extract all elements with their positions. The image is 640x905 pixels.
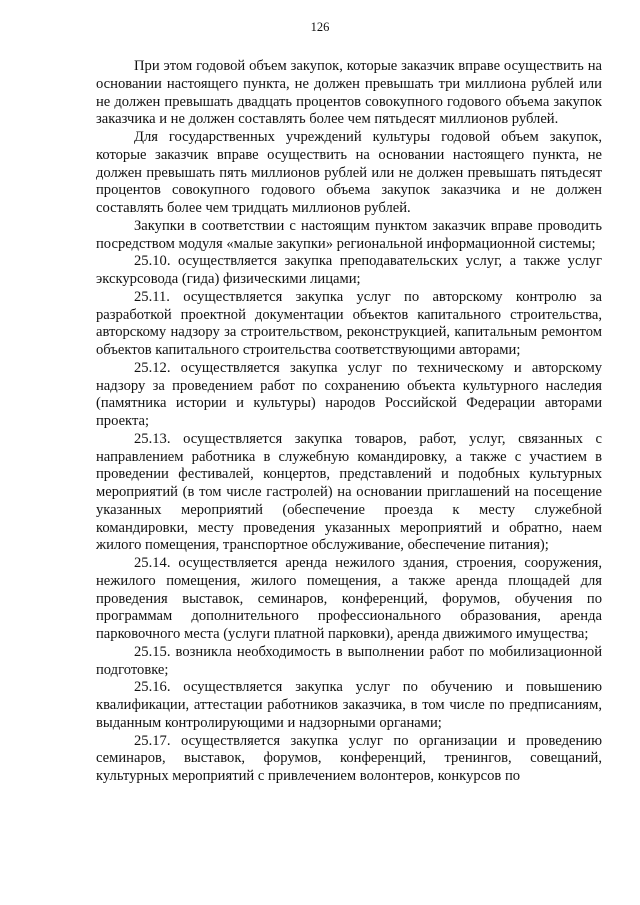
clause-25-15: 25.15. возникла необходимость в выполнении работ по мобилизационной подготовке; <box>96 643 602 678</box>
page-number: 126 <box>310 20 330 34</box>
paragraph-small-purchases-module: Закупки в соответствии с настоящим пунктом заказчик вправе проводить посредством модуля «малые закупки» региональной информационной системы; <box>96 217 602 252</box>
clause-25-13: 25.13. осуществляется закупка товаров, работ, услуг, связанных с направлением работника в служебную командировку, а также с участием в проведении фестивалей, концертов, представлений и подобных культурных мероприятий (в том числе гастролей) на основании приглашений на посещение указанных мероприятий (обеспечение проезда к месту служебной командировки, месту проведения указанных мероприятий и обратно, наем жилого помещения, транспортное обслуживание, обеспечение питания); <box>96 430 602 554</box>
paragraph-annual-limit: При этом годовой объем закупок, которые заказчик вправе осуществить на основании настоящего пункта, не должен превышать три миллиона рублей или не должен превышать двадцать процентов совокупного годового объема закупок заказчика и не должен составлять более чем пятьдесят миллионов рублей. <box>96 58 602 128</box>
paragraph-culture-institutions: Для государственных учреждений культуры годовой объем закупок, которые заказчик вправе осуществить на основании настоящего пункта, не должен превышать пять миллионов рублей или не должен превышать пятьдесят процентов совокупного годового объема закупок заказчика и не должен составлять более чем тридцать миллионов рублей. <box>96 129 602 216</box>
clause-25-17: 25.17. осуществляется закупка услуг по организации и проведению семинаров, выставок, форумов, конференций, тренингов, совещаний, культурных мероприятий с привлечением волонтеров, конкурсов по <box>96 732 602 784</box>
clause-25-10: 25.10. осуществляется закупка преподавательских услуг, а также услуг экскурсовода (гида) физическими лицами; <box>96 253 602 287</box>
document-body <box>96 58 602 786</box>
clause-25-16: 25.16. осуществляется закупка услуг по обучению и повышению квалификации, аттестации работников заказчика, в том числе по предписаниям, выданным контролирующими и надзорными органами; <box>96 679 602 731</box>
clause-25-12: 25.12. осуществляется закупка услуг по техническому и авторскому надзору за проведением работ по сохранению объекта культурного наследия (памятника истории и культуры) народов Российской Федерации авторами проекта; <box>96 359 602 429</box>
clause-25-11: 25.11. осуществляется закупка услуг по авторскому контролю за разработкой проектной документации объектов капитального строительства, авторскому надзору за строительством, реконструкцией, капитальным ремонтом объектов капитального строительства соответствующими авторами; <box>96 288 602 358</box>
clause-25-14: 25.14. осуществляется аренда нежилого здания, строения, сооружения, нежилого помещения, жилого помещения, а также аренда площадей для проведения выставок, семинаров, конференций, форумов, обучения по программам дополнительного профессионального образования, аренда парковочного места (услуги платной парковки), аренда движимого имущества; <box>96 555 602 642</box>
